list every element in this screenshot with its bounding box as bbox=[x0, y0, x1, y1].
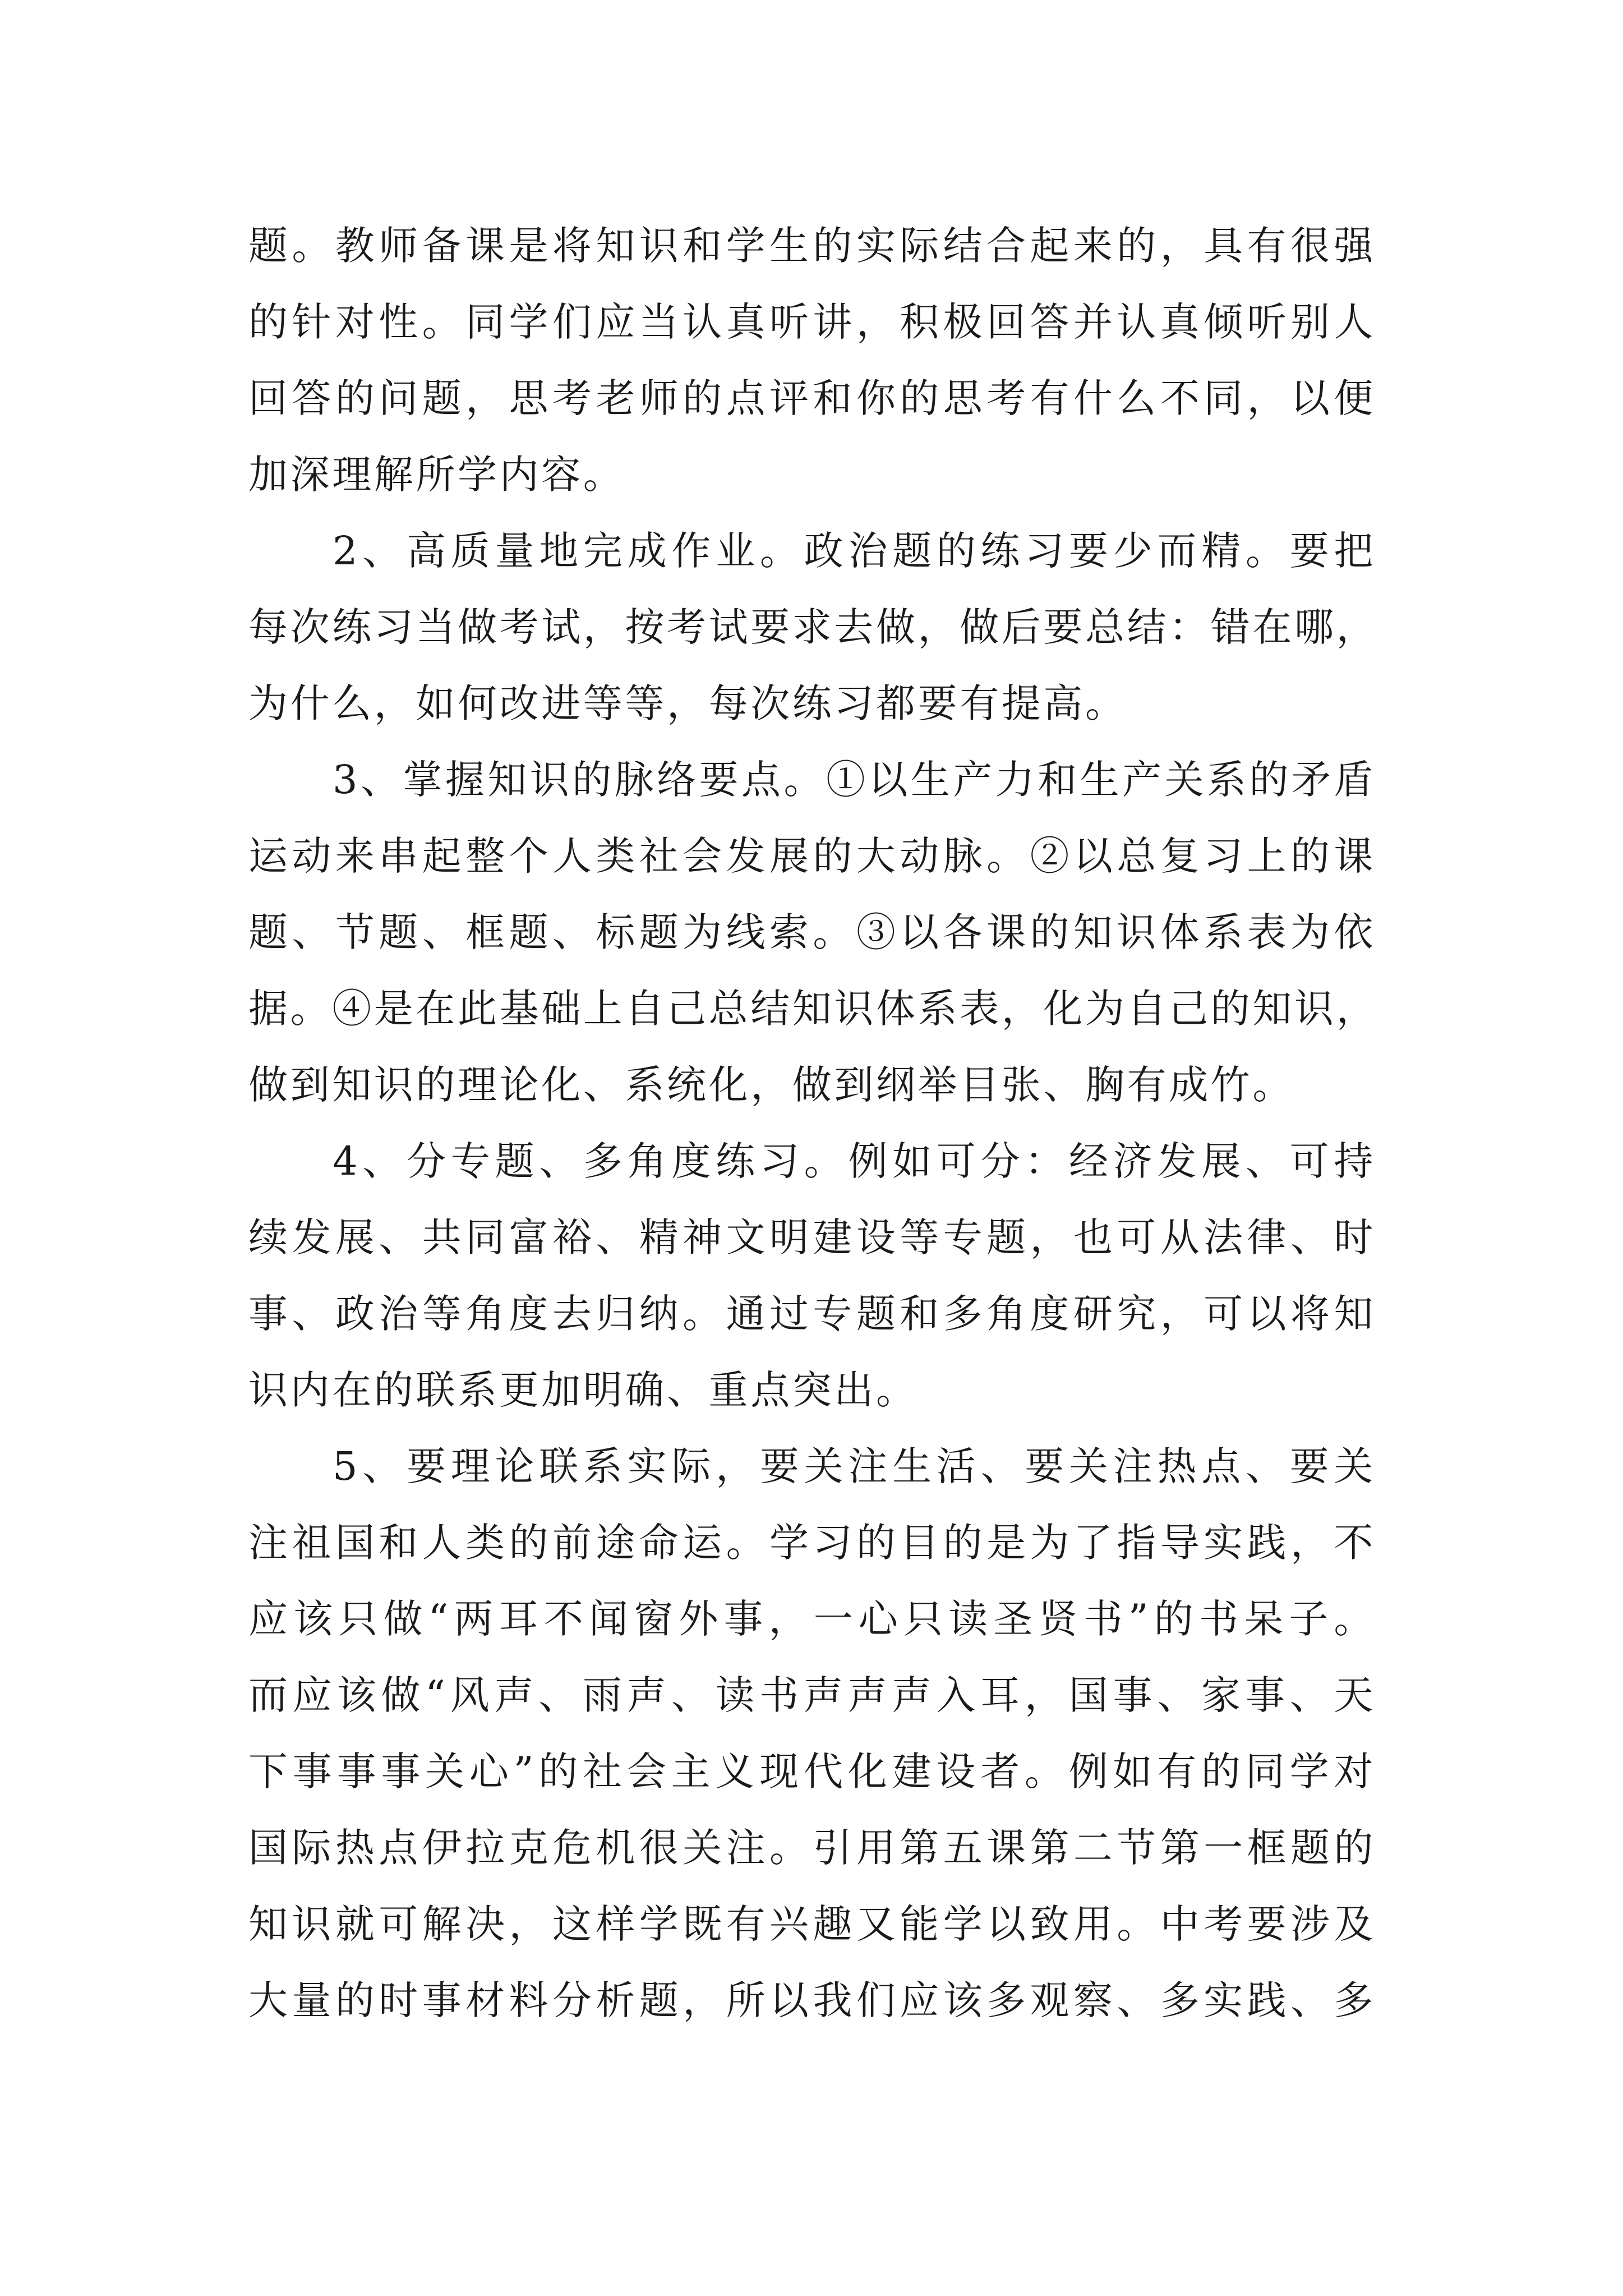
text-line: 每次练习当做考试，按考试要求去做，做后要总结：错在哪， bbox=[248, 604, 1378, 650]
text-line: 应该只做“两耳不闻窗外事，一心只读圣贤书”的书呆子。 bbox=[248, 1596, 1376, 1642]
text-line: 而应该做“风声、雨声、读书声声声入耳，国事、家事、天 bbox=[248, 1672, 1376, 1718]
paragraph-3-knowledge-outline bbox=[248, 742, 1376, 1123]
text-line: 题。教师备课是将知识和学生的实际结合起来的，具有很强 bbox=[248, 223, 1376, 269]
text-line: 加深理解所学内容。 bbox=[248, 452, 625, 498]
text-line: 题、节题、框题、标题为线索。③以各课的知识体系表为依 bbox=[248, 909, 1376, 955]
text-line: 5、要理论联系实际，要关注生活、要关注热点、要关 bbox=[333, 1443, 1376, 1489]
paragraph-1-continuation bbox=[248, 208, 1376, 513]
text-line: 做到知识的理论化、系统化，做到纲举目张、胸有成竹。 bbox=[248, 1062, 1294, 1108]
text-line: 下事事事关心”的社会主义现代化建设者。例如有的同学对 bbox=[248, 1749, 1376, 1795]
paragraph-5-theory-practice bbox=[248, 1428, 1376, 2039]
text-line: 据。④是在此基础上自己总结知识体系表，化为自己的知识， bbox=[248, 986, 1378, 1032]
document-body bbox=[248, 208, 1376, 2039]
text-line: 3、掌握知识的脉络要点。①以生产力和生产关系的矛盾 bbox=[333, 757, 1376, 803]
text-line: 2、高质量地完成作业。政治题的练习要少而精。要把 bbox=[333, 528, 1376, 574]
text-line: 知识就可解决，这样学既有兴趣又能学以致用。中考要涉及 bbox=[248, 1901, 1376, 1947]
text-line: 大量的时事材料分析题，所以我们应该多观察、多实践、多 bbox=[248, 1977, 1376, 2023]
paragraph-2-homework bbox=[248, 513, 1376, 742]
text-line: 4、分专题、多角度练习。例如可分：经济发展、可持 bbox=[333, 1138, 1376, 1184]
text-line: 的针对性。同学们应当认真听讲，积极回答并认真倾听别人 bbox=[248, 299, 1376, 345]
text-line: 识内在的联系更加明确、重点突出。 bbox=[248, 1367, 918, 1413]
text-line: 回答的问题，思考老师的点评和你的思考有什么不同，以便 bbox=[248, 375, 1376, 421]
text-line: 事、政治等角度去归纳。通过专题和多角度研究，可以将知 bbox=[248, 1291, 1376, 1337]
text-line: 运动来串起整个人类社会发展的大动脉。②以总复习上的课 bbox=[248, 833, 1376, 879]
text-line: 为什么，如何改进等等，每次练习都要有提高。 bbox=[248, 680, 1127, 726]
text-line: 国际热点伊拉克危机很关注。引用第五课第二节第一框题的 bbox=[248, 1825, 1376, 1871]
paragraph-4-topics-practice bbox=[248, 1123, 1376, 1428]
text-line: 注祖国和人类的前途命运。学习的目的是为了指导实践，不 bbox=[248, 1520, 1376, 1566]
text-line: 续发展、共同富裕、精神文明建设等专题，也可从法律、时 bbox=[248, 1214, 1376, 1260]
